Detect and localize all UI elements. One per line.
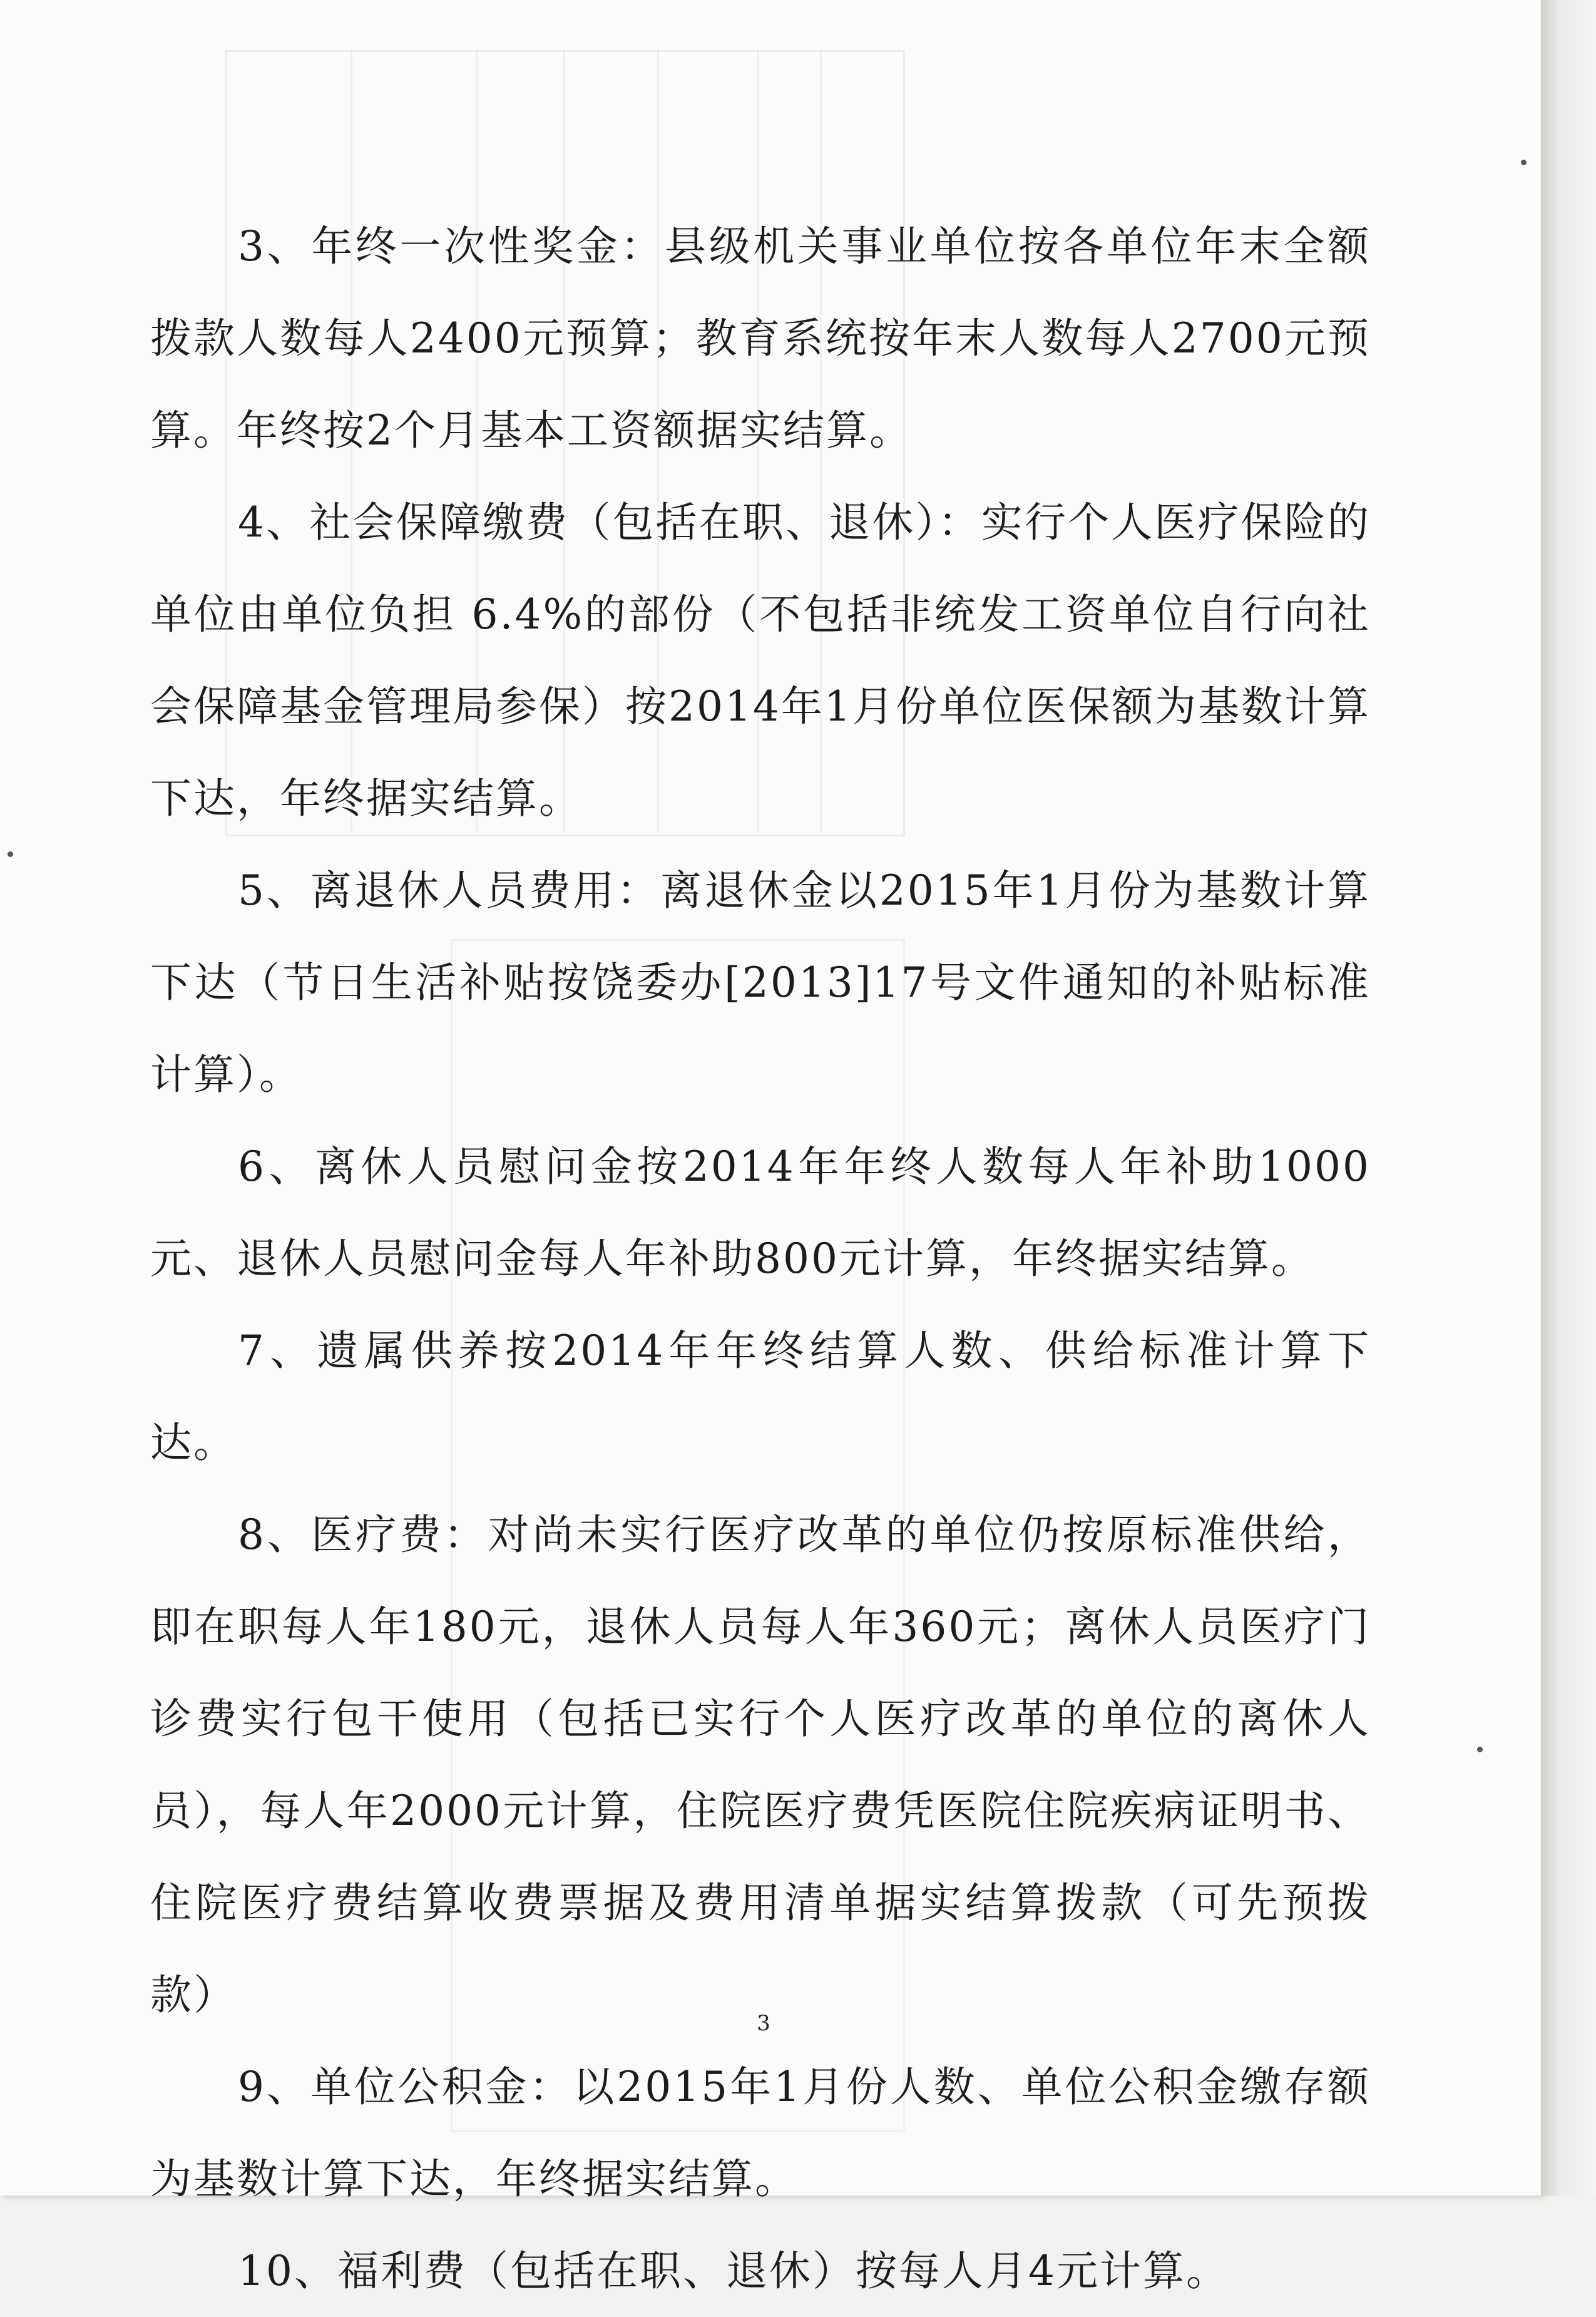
scan-speck (1477, 1747, 1483, 1752)
scan-speck (1521, 160, 1527, 165)
paragraph-housing-fund: 9、单位公积金：以2015年1月份人数、单位公积金缴存额为基数计算下达，年终据实结算。 (150, 2063, 1371, 2203)
paragraph-social-security: 4、社会保障缴费（包括在职、退休）：实行个人医疗保险的单位由单位负担 6.4%的部份（不包括非统发工资单位自行向社会保障基金管理局参保）按2014年1月份单位医保额为基数计算下达，年终据实结算。 (150, 498, 1371, 823)
paragraph-retiree-costs: 5、离退休人员费用：离退休金以2015年1月份为基数计算下达（节日生活补贴按饶委办[2013]17号文件通知的补贴标准计算）。 (150, 866, 1371, 1099)
paragraph-welfare-fee: 10、福利费（包括在职、退休）按每人月4元计算。 (238, 2247, 1229, 2295)
scan-edge (1541, 0, 1596, 2196)
page-number: 3 (757, 2011, 770, 2036)
body-text (150, 200, 1371, 2317)
scan-speck (8, 851, 13, 857)
paragraph-medical-expenses: 8、医疗费：对尚未实行医疗改革的单位仍按原标准供给，即在职每人年180元，退休人员每人年360元；离休人员医疗门诊费实行包干使用（包括已实行个人医疗改革的单位的离休人员），每人年2000元计算，住院医疗费凭医院住院疾病证明书、住院医疗费结算收费票据及费用清单据实结算拨款（可先预拨款） (150, 1511, 1371, 2019)
paragraph-survivor-support: 7、遗属供养按2014年年终结算人数、供给标准计算下达。 (150, 1327, 1371, 1467)
paragraph-year-end-bonus: 3、年终一次性奖金：县级机关事业单位按各单位年末全额拨款人数每人2400元预算；教育系统按年末人数每人2700元预算。年终按2个月基本工资额据实结算。 (150, 222, 1371, 455)
paragraph-condolence-funds: 6、离休人员慰问金按2014年年终人数每人年补助1000元、退休人员慰问金每人年补助800元计算，年终据实结算。 (150, 1143, 1371, 1283)
